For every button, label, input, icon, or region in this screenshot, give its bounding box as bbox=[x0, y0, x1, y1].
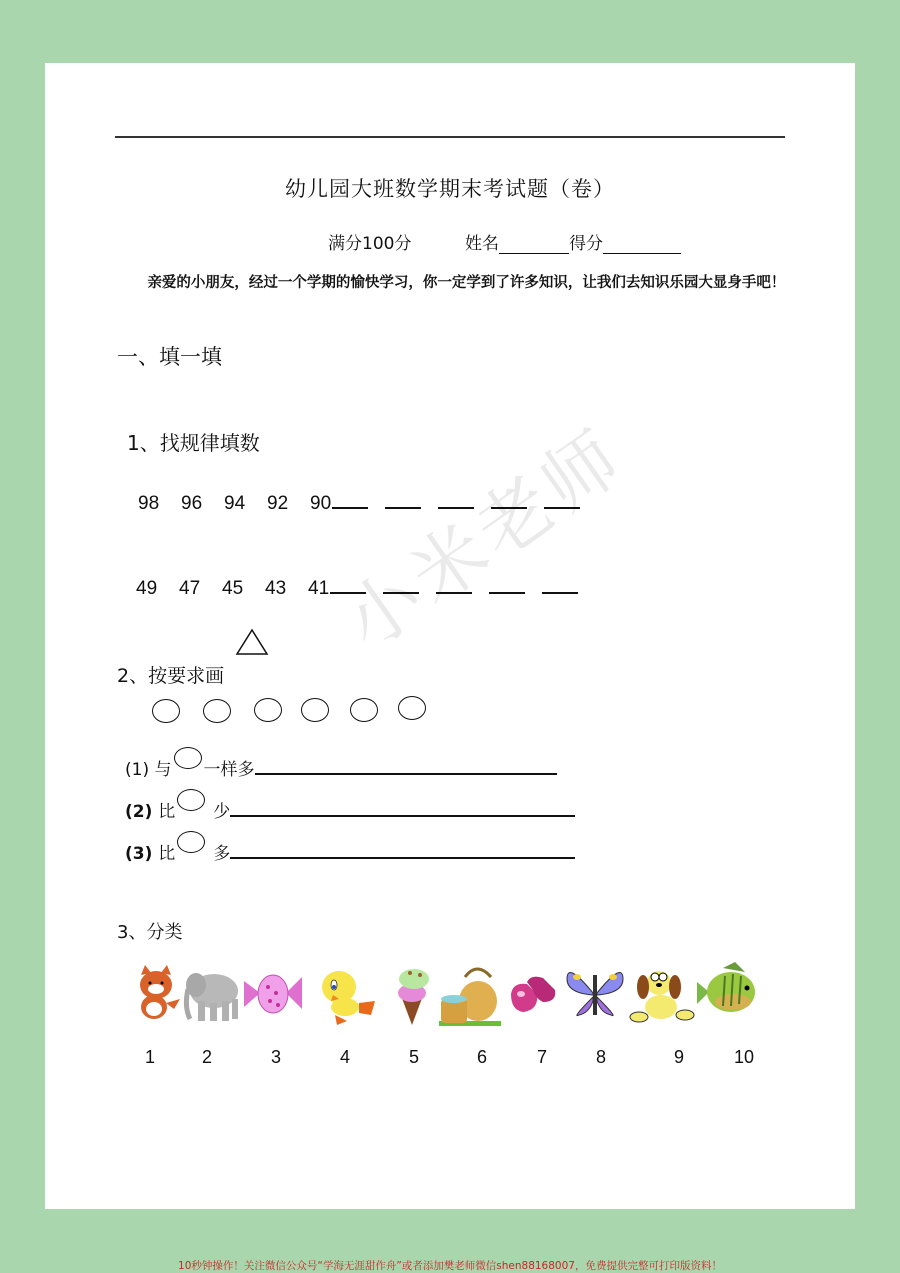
exam-page bbox=[45, 63, 855, 1209]
item-before: 比 bbox=[158, 802, 176, 822]
circle-icon bbox=[203, 699, 231, 723]
seq-number: 98 bbox=[138, 493, 160, 514]
fox-icon bbox=[130, 963, 182, 1027]
full-score: 满分100分 bbox=[328, 234, 412, 254]
answer-line[interactable] bbox=[255, 757, 557, 775]
picture-number: 8 bbox=[596, 1047, 607, 1067]
fish-icon bbox=[695, 958, 759, 1026]
item-label: (2) bbox=[125, 802, 153, 822]
seq-number: 43 bbox=[265, 578, 287, 599]
q2-title: 2、按要求画 bbox=[117, 665, 225, 687]
score-blank[interactable] bbox=[603, 235, 681, 254]
footer-promo-text: 10秒钟操作！关注微信公众号“学海无涯甜作舟”或者添加樊老师微信shen88168007，免费提供完整可打印版资料！ bbox=[178, 1260, 722, 1272]
bird-icon bbox=[315, 963, 381, 1027]
dog-icon bbox=[629, 963, 695, 1027]
item-after: 多 bbox=[213, 844, 231, 864]
elephant-icon bbox=[182, 963, 242, 1027]
picture-number: 4 bbox=[340, 1047, 351, 1067]
seq-number: 96 bbox=[181, 493, 203, 514]
seq-number: 47 bbox=[179, 578, 201, 599]
answer-line[interactable] bbox=[230, 799, 575, 817]
watermark: 小米老师 bbox=[329, 412, 641, 667]
triangle-icon bbox=[235, 628, 269, 656]
picture-number: 10 bbox=[734, 1047, 755, 1067]
seq-number: 94 bbox=[224, 493, 246, 514]
q1-title: 1、找规律填数 bbox=[127, 431, 260, 455]
picture-number: 7 bbox=[537, 1047, 548, 1067]
item-label: (3) bbox=[125, 844, 153, 864]
seq-number: 92 bbox=[267, 493, 289, 514]
butterfly-icon bbox=[563, 963, 627, 1023]
draw-item-2 bbox=[125, 789, 575, 822]
answer-blank[interactable] bbox=[332, 493, 368, 509]
circle-icon bbox=[350, 698, 378, 722]
answer-blank[interactable] bbox=[385, 493, 421, 509]
picture-number: 1 bbox=[145, 1047, 156, 1067]
picture-number: 6 bbox=[477, 1047, 488, 1067]
teapot-icon bbox=[437, 963, 503, 1027]
draw-item-3 bbox=[125, 831, 575, 864]
exam-title: 幼儿园大班数学期末考试题（卷） bbox=[285, 177, 615, 201]
circle-icon bbox=[152, 699, 180, 723]
circle-icon bbox=[398, 696, 426, 720]
item-before: 比 bbox=[158, 844, 176, 864]
draw-item-1 bbox=[125, 747, 557, 780]
picture-number: 5 bbox=[409, 1047, 420, 1067]
name-label: 姓名 bbox=[465, 234, 499, 254]
circle-icon bbox=[177, 789, 205, 811]
q3-title: 3、分类 bbox=[117, 922, 183, 943]
answer-line[interactable] bbox=[230, 841, 575, 859]
circle-icon bbox=[254, 698, 282, 722]
name-field bbox=[465, 229, 681, 254]
item-label: (1) bbox=[125, 760, 150, 780]
ice-cream-icon bbox=[390, 963, 434, 1027]
seq-number: 45 bbox=[222, 578, 244, 599]
item-before: 与 bbox=[154, 760, 172, 780]
seq-number: 49 bbox=[136, 578, 158, 599]
score-label: 得分 bbox=[569, 234, 603, 254]
intro-text: 亲爱的小朋友，经过一个学期的愉快学习，你一定学到了许多知识，让我们去知识乐园大显身手吧！ bbox=[147, 275, 786, 291]
circle-icon bbox=[174, 747, 202, 769]
picture-number: 3 bbox=[271, 1047, 282, 1067]
seq-number: 41 bbox=[308, 578, 330, 599]
picture-number: 2 bbox=[202, 1047, 213, 1067]
header-rule bbox=[115, 136, 785, 138]
picture-number: 9 bbox=[674, 1047, 685, 1067]
circle-icon bbox=[177, 831, 205, 853]
answer-blank[interactable] bbox=[542, 578, 578, 594]
circle-icon bbox=[301, 698, 329, 722]
candy-icon bbox=[242, 963, 304, 1027]
name-blank[interactable] bbox=[499, 235, 569, 254]
section-heading: 一、填一填 bbox=[117, 345, 222, 369]
shoes-icon bbox=[507, 968, 559, 1018]
item-after: 一样多 bbox=[203, 760, 255, 780]
item-after: 少 bbox=[213, 802, 231, 822]
seq-number: 90 bbox=[310, 493, 332, 514]
